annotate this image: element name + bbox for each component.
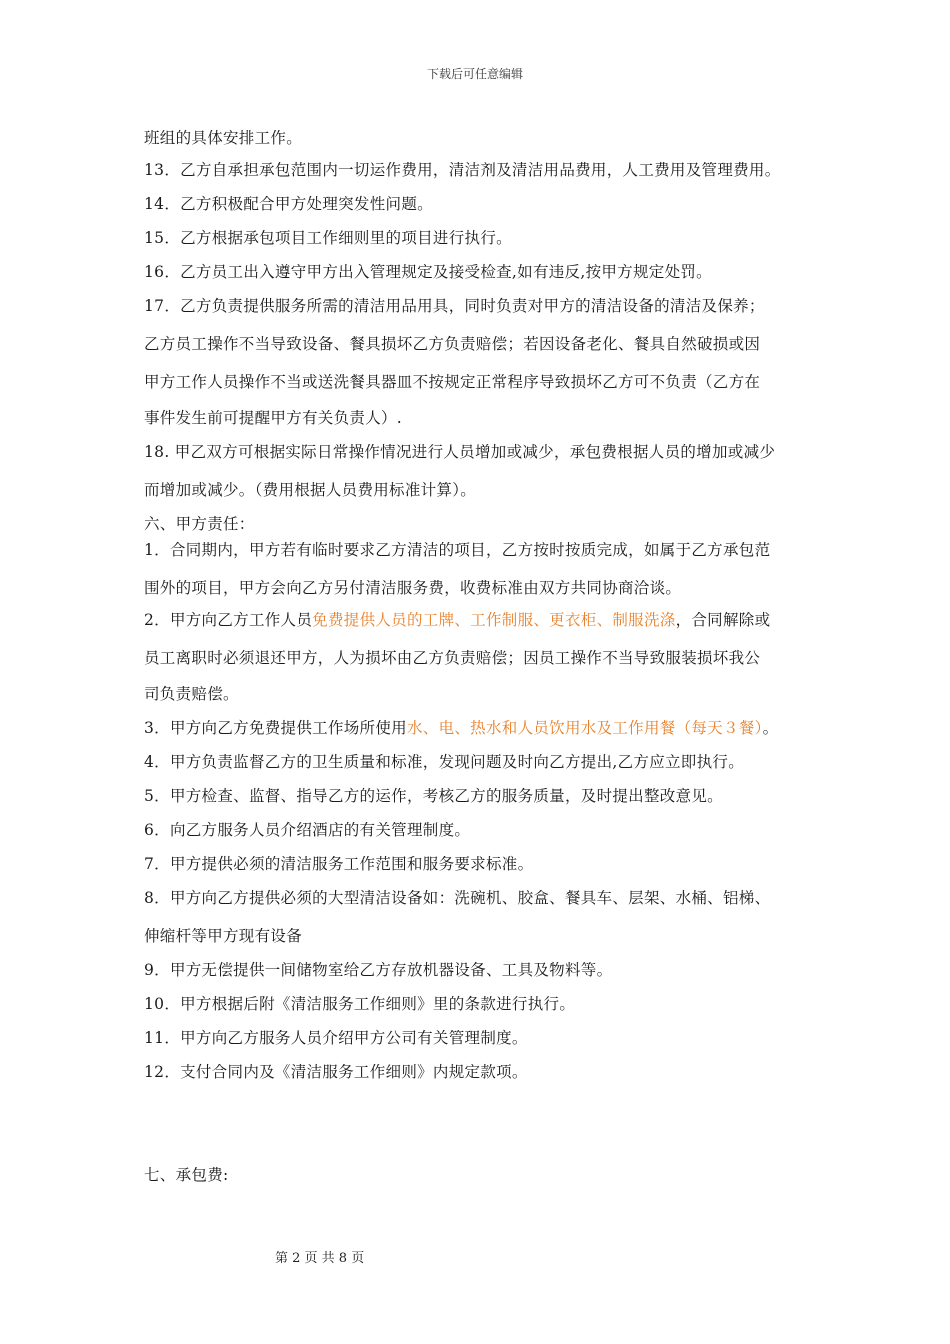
text-line: 11．甲方向乙方服务人员介绍甲方公司有关管理制度。 <box>144 1029 528 1047</box>
text-line: 员工离职时必须退还甲方，人为损坏由乙方负责赔偿；因员工操作不当导致服装损坏我公 <box>144 649 761 667</box>
highlighted-text: 免费提供人员的工牌、工作制服、更衣柜、制服洗涤 <box>312 611 676 629</box>
text-line: 七、承包费: <box>144 1166 229 1184</box>
text-line: 甲方工作人员操作不当或送洗餐具器皿不按规定正常程序导致损坏乙方可不负责（乙方在 <box>144 373 761 391</box>
text-line: 5．甲方检查、监督、指导乙方的运作，考核乙方的服务质量，及时提出整改意见。 <box>144 787 723 805</box>
text-line: 班组的具体安排工作。 <box>144 129 303 147</box>
text-line: 而增加或减少。（费用根据人员费用标准计算）。 <box>144 481 477 499</box>
text-line: 事件发生前可提醒甲方有关负责人）. <box>144 409 403 427</box>
highlighted-text: 水、电、热水和人员饮用水及工作用餐（每天３餐） <box>406 719 763 737</box>
text-line <box>144 718 778 738</box>
text-segment: 2．甲方向乙方工作人员 <box>144 611 313 629</box>
text-line: 13．乙方自承担承包范围内一切运作费用，清洁剂及清洁用品费用，人工费用及管理费用。 <box>144 161 781 179</box>
text-segment: 3．甲方向乙方免费提供工作场所使用 <box>144 719 407 737</box>
text-segment: 。 <box>762 719 779 737</box>
text-segment: ，合同解除或 <box>675 611 771 629</box>
text-line: 18. 甲乙双方可根据实际日常操作情况进行人员增加或减少，承包费根据人员的增加或减少 <box>144 443 776 461</box>
text-line: 围外的项目，甲方会向乙方另付清洁服务费，收费标准由双方共同协商洽谈。 <box>144 579 682 597</box>
text-line: 4．甲方负责监督乙方的卫生质量和标准，发现问题及时向乙方提出,乙方应立即执行。 <box>144 753 744 771</box>
page-footer: 第 2 页 共 8 页 <box>275 1251 365 1266</box>
text-line: 伸缩杆等甲方现有设备 <box>144 927 303 945</box>
text-line: 司负责赔偿。 <box>144 685 239 703</box>
text-line: 15．乙方根据承包项目工作细则里的项目进行执行。 <box>144 229 512 247</box>
text-line: 8．甲方向乙方提供必须的大型清洁设备如：洗碗机、胶盒、餐具车、层架、水桶、铝梯、 <box>144 889 771 907</box>
page-header: 下载后可任意编辑 <box>426 67 523 81</box>
text-line: 17．乙方负责提供服务所需的清洁用品用具，同时负责对甲方的清洁设备的清洁及保养； <box>144 297 765 315</box>
text-line: 12．支付合同内及《清洁服务工作细则》内规定款项。 <box>144 1063 528 1081</box>
text-line <box>144 610 770 630</box>
text-line: 16．乙方员工出入遵守甲方出入管理规定及接受检查,如有违反,按甲方规定处罚。 <box>144 263 712 281</box>
text-line: 10．甲方根据后附《清洁服务工作细则》里的条款进行执行。 <box>144 995 576 1013</box>
text-line: 六、甲方责任： <box>144 515 255 533</box>
text-line: 9．甲方无偿提供一间储物室给乙方存放机器设备、工具及物料等。 <box>144 961 613 979</box>
text-line: 1．合同期内，甲方若有临时要求乙方清洁的项目，乙方按时按质完成，如属于乙方承包范 <box>144 541 771 559</box>
text-line: 乙方员工操作不当导致设备、餐具损坏乙方负责赔偿；若因设备老化、餐具自然破损或因 <box>144 335 761 353</box>
text-line: 7．甲方提供必须的清洁服务工作范围和服务要求标准。 <box>144 855 534 873</box>
text-line: 6．向乙方服务人员介绍酒店的有关管理制度。 <box>144 821 471 839</box>
text-line: 14．乙方积极配合甲方处理突发性问题。 <box>144 195 433 213</box>
